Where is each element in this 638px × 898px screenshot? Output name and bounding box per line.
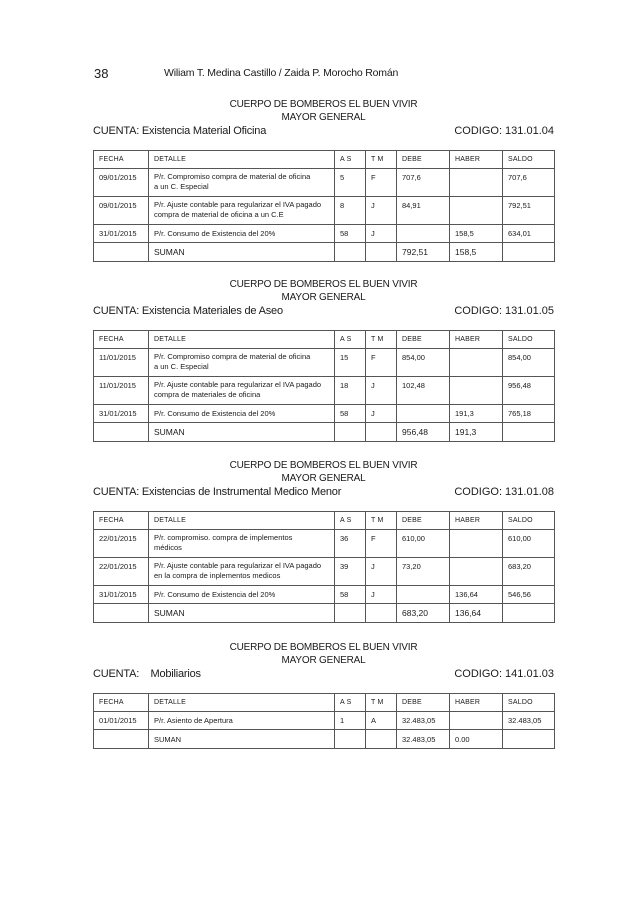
table-total-row xyxy=(94,243,555,262)
table-total-row xyxy=(94,423,555,442)
detalle-line: compra de material de oficina a un C.E xyxy=(154,210,284,219)
cell-detalle: P/r. Consumo de Existencia del 20% xyxy=(149,405,335,423)
total-debe: 683,20 xyxy=(397,604,450,623)
cell-debe xyxy=(397,405,450,423)
cell-haber: 191,3 xyxy=(450,405,503,423)
cell-empty xyxy=(503,243,555,262)
cell-saldo: 854,00 xyxy=(503,349,555,377)
table-total-row xyxy=(94,730,555,749)
cell-saldo: 610,00 xyxy=(503,530,555,558)
cell-debe: 102,48 xyxy=(397,377,450,405)
cell-as: 58 xyxy=(335,586,366,604)
page-header xyxy=(94,66,554,82)
ledger-mobiliarios xyxy=(93,641,554,749)
cell-tm: A xyxy=(366,712,397,730)
detalle-line: P/r. Compromiso compra de material de oficina xyxy=(154,172,311,181)
table-header-row xyxy=(94,512,555,530)
institution-title: CUERPO DE BOMBEROS EL BUEN VIVIR xyxy=(229,642,418,653)
account-line xyxy=(93,125,554,140)
total-haber: 191,3 xyxy=(450,423,503,442)
column-header: A S xyxy=(335,331,366,349)
cell-tm: F xyxy=(366,169,397,197)
total-debe: 792,51 xyxy=(397,243,450,262)
cell-detalle xyxy=(149,377,335,405)
column-header: DEBE xyxy=(397,331,450,349)
account-line xyxy=(93,486,554,501)
table-row xyxy=(94,169,555,197)
account-name: CUENTA: Mobiliarios xyxy=(93,668,201,680)
account-line xyxy=(93,305,554,320)
cell-tm: J xyxy=(366,377,397,405)
column-header: DEBE xyxy=(397,512,450,530)
cell-as: 58 xyxy=(335,405,366,423)
column-header: DETALLE xyxy=(149,151,335,169)
cell-saldo: 707,6 xyxy=(503,169,555,197)
cell-debe: 32.483,05 xyxy=(397,712,450,730)
ledger-instrumental-medico-menor xyxy=(93,459,554,623)
account-code: CODIGO: 141.01.03 xyxy=(454,668,554,680)
cell-as: 39 xyxy=(335,558,366,586)
detalle-line: P/r. compromiso. compra de implementos xyxy=(154,533,293,542)
detalle-line: a un C. Especial xyxy=(154,362,209,371)
cell-debe xyxy=(397,225,450,243)
cell-debe: 854,00 xyxy=(397,349,450,377)
cell-detalle xyxy=(149,197,335,225)
cell-saldo: 792,51 xyxy=(503,197,555,225)
institution-title: CUERPO DE BOMBEROS EL BUEN VIVIR xyxy=(229,99,418,110)
column-header: T M xyxy=(366,331,397,349)
cell-as: 5 xyxy=(335,169,366,197)
column-header: T M xyxy=(366,512,397,530)
cell-empty xyxy=(366,604,397,623)
cell-tm: J xyxy=(366,405,397,423)
cell-fecha: 22/01/2015 xyxy=(94,530,149,558)
cell-tm: F xyxy=(366,530,397,558)
cell-tm: F xyxy=(366,349,397,377)
table-header-row xyxy=(94,694,555,712)
cell-empty xyxy=(335,423,366,442)
account-code: CODIGO: 131.01.04 xyxy=(454,125,554,137)
cell-empty xyxy=(503,604,555,623)
table-row xyxy=(94,586,555,604)
column-header: SALDO xyxy=(503,694,555,712)
cell-haber xyxy=(450,169,503,197)
table-row xyxy=(94,377,555,405)
cell-empty xyxy=(366,243,397,262)
cell-empty xyxy=(94,730,149,749)
table-row xyxy=(94,405,555,423)
detalle-line: P/r. Ajuste contable para regularizar el IVA pagado xyxy=(154,380,322,389)
cell-tm: J xyxy=(366,586,397,604)
column-header: HABER xyxy=(450,512,503,530)
total-haber: 0.00 xyxy=(450,730,503,749)
cell-detalle: P/r. Asiento de Apertura xyxy=(149,712,335,730)
cell-as: 1 xyxy=(335,712,366,730)
column-header: T M xyxy=(366,694,397,712)
column-header: A S xyxy=(335,694,366,712)
book-title: MAYOR GENERAL xyxy=(281,112,366,123)
detalle-line: P/r. Ajuste contable para regularizar el IVA pagado xyxy=(154,561,322,570)
cell-detalle xyxy=(149,530,335,558)
ledger-table xyxy=(93,150,555,262)
column-header: DETALLE xyxy=(149,331,335,349)
table-header-row xyxy=(94,151,555,169)
cell-detalle xyxy=(149,169,335,197)
cell-saldo: 683,20 xyxy=(503,558,555,586)
detalle-line: a un C. Especial xyxy=(154,182,209,191)
cell-empty xyxy=(335,604,366,623)
column-header: FECHA xyxy=(94,512,149,530)
account-line xyxy=(93,668,554,683)
cell-empty xyxy=(335,730,366,749)
cell-empty xyxy=(94,604,149,623)
cell-fecha: 31/01/2015 xyxy=(94,586,149,604)
cell-detalle xyxy=(149,558,335,586)
cell-fecha: 31/01/2015 xyxy=(94,225,149,243)
cell-debe: 73,20 xyxy=(397,558,450,586)
column-header: A S xyxy=(335,151,366,169)
column-header: FECHA xyxy=(94,694,149,712)
detalle-line: P/r. Ajuste contable para regularizar el IVA pagado xyxy=(154,200,322,209)
ledger-table xyxy=(93,693,555,749)
cell-empty xyxy=(503,423,555,442)
cell-as: 15 xyxy=(335,349,366,377)
cell-debe: 707,6 xyxy=(397,169,450,197)
total-haber: 158,5 xyxy=(450,243,503,262)
account-name: CUENTA: Existencia Material Oficina xyxy=(93,125,267,137)
column-header: DETALLE xyxy=(149,512,335,530)
detalle-line: compra de materiales de oficina xyxy=(154,390,261,399)
ledger-existencia-materiales-aseo xyxy=(93,278,554,442)
ledger-table xyxy=(93,330,555,442)
cell-fecha: 22/01/2015 xyxy=(94,558,149,586)
total-label: SUMAN xyxy=(149,243,335,262)
column-header: DETALLE xyxy=(149,694,335,712)
column-header: FECHA xyxy=(94,331,149,349)
cell-empty xyxy=(335,243,366,262)
cell-fecha: 01/01/2015 xyxy=(94,712,149,730)
cell-fecha: 09/01/2015 xyxy=(94,197,149,225)
cell-haber xyxy=(450,197,503,225)
ledger-existencia-material-oficina xyxy=(93,98,554,262)
table-row xyxy=(94,349,555,377)
cell-empty xyxy=(366,730,397,749)
detalle-line: P/r. Compromiso compra de material de oficina xyxy=(154,352,311,361)
cell-tm: J xyxy=(366,197,397,225)
cell-fecha: 09/01/2015 xyxy=(94,169,149,197)
table-row xyxy=(94,712,555,730)
account-name: CUENTA: Existencia Materiales de Aseo xyxy=(93,305,283,317)
cell-haber xyxy=(450,558,503,586)
account-name: CUENTA: Existencias de Instrumental Medico Menor xyxy=(93,486,342,498)
table-total-row xyxy=(94,604,555,623)
cell-as: 58 xyxy=(335,225,366,243)
cell-empty xyxy=(366,423,397,442)
cell-detalle: P/r. Consumo de Existencia del 20% xyxy=(149,225,335,243)
table-row xyxy=(94,225,555,243)
cell-tm: J xyxy=(366,225,397,243)
table-row xyxy=(94,530,555,558)
column-header: HABER xyxy=(450,151,503,169)
cell-haber xyxy=(450,712,503,730)
cell-as: 8 xyxy=(335,197,366,225)
cell-detalle: P/r. Consumo de Existencia del 20% xyxy=(149,586,335,604)
cell-empty xyxy=(94,243,149,262)
book-title: MAYOR GENERAL xyxy=(281,655,366,666)
cell-saldo: 634,01 xyxy=(503,225,555,243)
detalle-line: médicos xyxy=(154,543,182,552)
cell-saldo: 956,48 xyxy=(503,377,555,405)
account-code: CODIGO: 131.01.05 xyxy=(454,305,554,317)
total-label: SUMAN xyxy=(149,423,335,442)
detalle-line: en la compra de inplementos medicos xyxy=(154,571,281,580)
table-row xyxy=(94,197,555,225)
total-label: SUMAN xyxy=(149,604,335,623)
table-header-row xyxy=(94,331,555,349)
page-authors: Wiliam T. Medina Castillo / Zaida P. Morocho Román xyxy=(164,67,399,79)
book-title: MAYOR GENERAL xyxy=(281,473,366,484)
column-header: HABER xyxy=(450,331,503,349)
column-header: SALDO xyxy=(503,512,555,530)
ledger-table xyxy=(93,511,555,623)
cell-haber xyxy=(450,377,503,405)
institution-title: CUERPO DE BOMBEROS EL BUEN VIVIR xyxy=(229,279,418,290)
book-title: MAYOR GENERAL xyxy=(281,292,366,303)
column-header: T M xyxy=(366,151,397,169)
cell-empty xyxy=(94,423,149,442)
cell-debe: 84,91 xyxy=(397,197,450,225)
cell-fecha: 11/01/2015 xyxy=(94,377,149,405)
cell-saldo: 765,18 xyxy=(503,405,555,423)
cell-haber: 158,5 xyxy=(450,225,503,243)
cell-haber xyxy=(450,349,503,377)
cell-empty xyxy=(503,730,555,749)
cell-as: 18 xyxy=(335,377,366,405)
column-header: SALDO xyxy=(503,151,555,169)
total-haber: 136,64 xyxy=(450,604,503,623)
cell-tm: J xyxy=(366,558,397,586)
cell-as: 36 xyxy=(335,530,366,558)
column-header: DEBE xyxy=(397,694,450,712)
column-header: SALDO xyxy=(503,331,555,349)
column-header: DEBE xyxy=(397,151,450,169)
cell-fecha: 11/01/2015 xyxy=(94,349,149,377)
cell-haber xyxy=(450,530,503,558)
total-debe: 32.483,05 xyxy=(397,730,450,749)
total-label: SUMAN xyxy=(149,730,335,749)
column-header: HABER xyxy=(450,694,503,712)
cell-saldo: 546,56 xyxy=(503,586,555,604)
cell-fecha: 31/01/2015 xyxy=(94,405,149,423)
cell-detalle xyxy=(149,349,335,377)
account-code: CODIGO: 131.01.08 xyxy=(454,486,554,498)
cell-debe: 610,00 xyxy=(397,530,450,558)
institution-title: CUERPO DE BOMBEROS EL BUEN VIVIR xyxy=(229,460,418,471)
cell-haber: 136,64 xyxy=(450,586,503,604)
page-number: 38 xyxy=(94,66,109,81)
table-row xyxy=(94,558,555,586)
cell-debe xyxy=(397,586,450,604)
total-debe: 956,48 xyxy=(397,423,450,442)
column-header: A S xyxy=(335,512,366,530)
cell-saldo: 32.483,05 xyxy=(503,712,555,730)
column-header: FECHA xyxy=(94,151,149,169)
